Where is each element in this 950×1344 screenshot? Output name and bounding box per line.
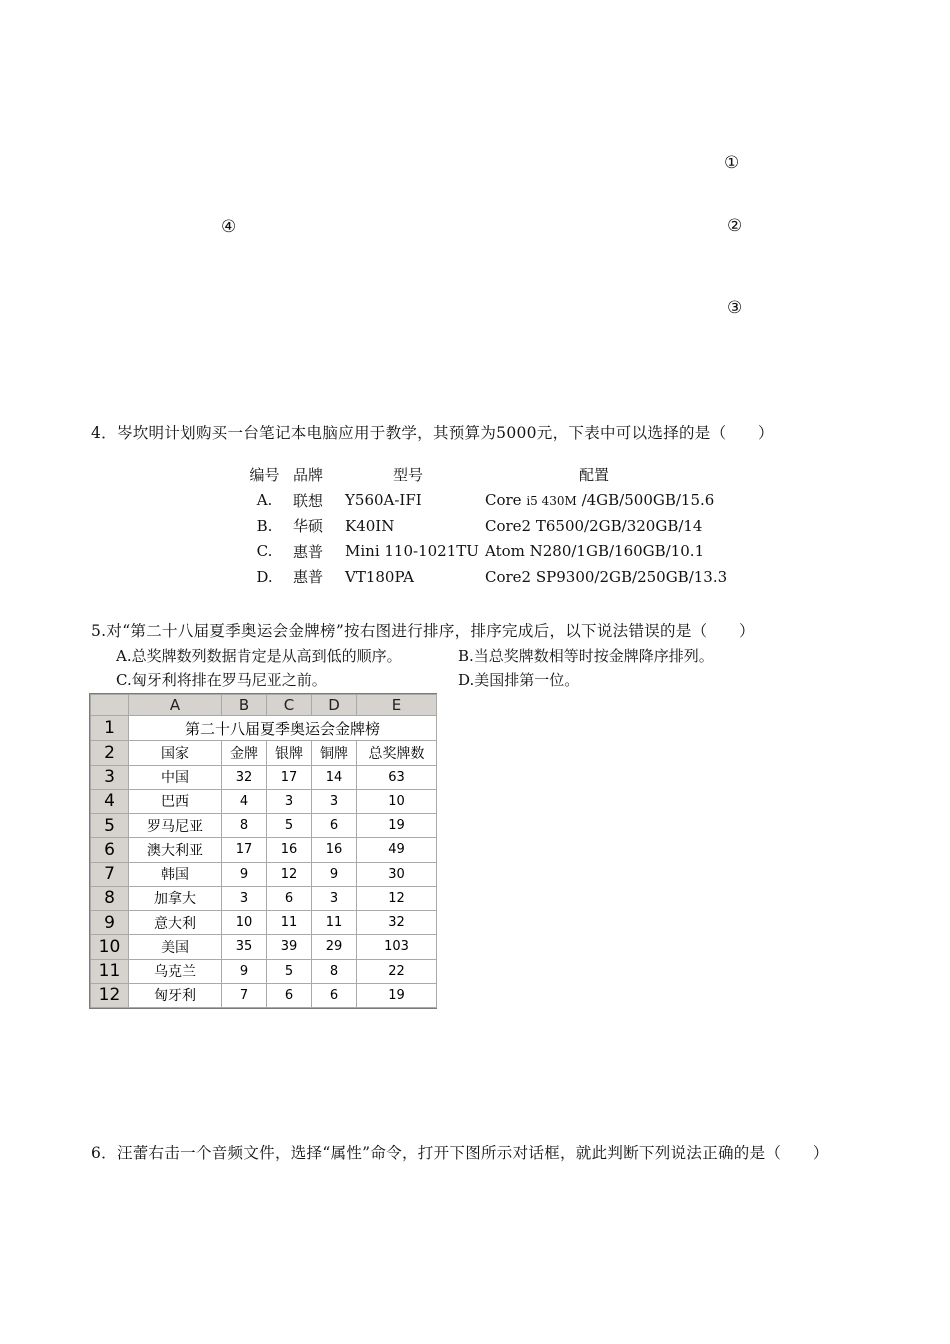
- silver-cell: 16: [267, 838, 312, 862]
- row-number: 6: [91, 838, 129, 862]
- bronze-cell: 9: [312, 862, 357, 886]
- bronze-cell: 16: [312, 838, 357, 862]
- corner-cell: [91, 695, 129, 716]
- country-cell: 罗马尼亚: [129, 814, 222, 838]
- medal-spreadsheet: [89, 693, 437, 1009]
- gold-cell: 4: [222, 789, 267, 813]
- option-d: D.美国排第一位。: [458, 671, 580, 689]
- header-brand: 品牌: [293, 466, 324, 485]
- bronze-cell: 3: [312, 789, 357, 813]
- option-b: B.当总奖牌数相等时按金牌降序排列。: [458, 647, 714, 665]
- country-cell: 中国: [129, 765, 222, 789]
- marker-4: ④: [221, 217, 237, 237]
- country-cell: 巴西: [129, 789, 222, 813]
- marker-1: ①: [724, 153, 740, 173]
- row-number: 12: [91, 983, 129, 1007]
- option-a: A.总奖牌数列数据肯定是从高到低的顺序。: [116, 647, 402, 665]
- laptop-row: [236, 513, 727, 539]
- header-model: 型号: [393, 466, 424, 485]
- total-cell: 63: [357, 765, 437, 789]
- sheet-row: [91, 716, 437, 741]
- bronze-cell: 3: [312, 886, 357, 910]
- total-cell: 49: [357, 838, 437, 862]
- row-model: VT180PA: [345, 567, 415, 586]
- row-config-cpu: i5 430M: [526, 494, 577, 509]
- sheet-row: [91, 935, 437, 959]
- gold-cell: 9: [222, 959, 267, 983]
- sheet-row: [91, 765, 437, 789]
- row-number: 10: [91, 935, 129, 959]
- silver-cell: 6: [267, 886, 312, 910]
- total-cell: 32: [357, 911, 437, 935]
- silver-cell: 17: [267, 765, 312, 789]
- row-no: B.: [256, 516, 273, 535]
- total-cell: 10: [357, 789, 437, 813]
- bronze-cell: 29: [312, 935, 357, 959]
- header-cell: 银牌: [267, 741, 312, 765]
- row-number: 9: [91, 911, 129, 935]
- question-5-text: 5.对“第二十八届夏季奥运会金牌榜”按右图进行排序，排序完成后，以下说法错误的是（ ）: [91, 622, 755, 640]
- sheet-row: [91, 862, 437, 886]
- gold-cell: 32: [222, 765, 267, 789]
- row-brand: 联想: [293, 491, 324, 510]
- header-config: 配置: [579, 466, 610, 485]
- marker-3: ③: [727, 298, 743, 318]
- row-config: Core2 SP9300/2GB/250GB/13.3: [485, 567, 728, 586]
- question-6-text: 6．汪蕾右击一个音频文件，选择“属性”命令，打开下图所示对话框，就此判断下列说法正确的是（ ）: [91, 1144, 829, 1162]
- row-model: K40IN: [345, 516, 395, 535]
- header-cell: 金牌: [222, 741, 267, 765]
- country-cell: 匈牙利: [129, 983, 222, 1007]
- column-header: C: [267, 695, 312, 716]
- country-cell: 意大利: [129, 911, 222, 935]
- row-config: [485, 488, 727, 514]
- bronze-cell: 6: [312, 814, 357, 838]
- bronze-cell: 6: [312, 983, 357, 1007]
- total-cell: 22: [357, 959, 437, 983]
- gold-cell: 10: [222, 911, 267, 935]
- column-header: E: [357, 695, 437, 716]
- row-model: Y560A-IFI: [345, 491, 422, 510]
- silver-cell: 12: [267, 862, 312, 886]
- sheet-row: [91, 814, 437, 838]
- row-brand: 华硕: [293, 517, 324, 536]
- silver-cell: 11: [267, 911, 312, 935]
- gold-cell: 7: [222, 983, 267, 1007]
- laptop-row: [236, 488, 727, 514]
- row-number: 2: [91, 741, 129, 765]
- bronze-cell: 14: [312, 765, 357, 789]
- country-cell: 加拿大: [129, 886, 222, 910]
- silver-cell: 3: [267, 789, 312, 813]
- total-cell: 12: [357, 886, 437, 910]
- country-cell: 澳大利亚: [129, 838, 222, 862]
- gold-cell: 17: [222, 838, 267, 862]
- silver-cell: 5: [267, 959, 312, 983]
- row-model: Mini 110-1021TU: [345, 542, 479, 561]
- row-config: Core2 T6500/2GB/320GB/14: [485, 516, 703, 535]
- row-number: 1: [91, 716, 129, 741]
- sheet-row: [91, 983, 437, 1007]
- sheet-row: [91, 789, 437, 813]
- row-config-rest: /4GB/500GB/15.6: [576, 491, 715, 510]
- bronze-cell: 8: [312, 959, 357, 983]
- question-4-text: 4．岑坎明计划购买一台笔记本电脑应用于教学，其预算为5000元，下表中可以选择的是（ ）: [91, 424, 774, 442]
- row-number: 5: [91, 814, 129, 838]
- column-header: D: [312, 695, 357, 716]
- laptop-row: [236, 564, 727, 590]
- row-number: 3: [91, 765, 129, 789]
- column-header: B: [222, 695, 267, 716]
- column-header: A: [129, 695, 222, 716]
- header-no: 编号: [249, 466, 280, 485]
- row-number: 11: [91, 959, 129, 983]
- header-cell: 国家: [129, 741, 222, 765]
- bronze-cell: 11: [312, 911, 357, 935]
- row-number: 7: [91, 862, 129, 886]
- country-cell: 美国: [129, 935, 222, 959]
- row-no: A.: [256, 491, 273, 510]
- option-c: C.匈牙利将排在罗马尼亚之前。: [116, 671, 327, 689]
- header-cell: 总奖牌数: [357, 741, 437, 765]
- gold-cell: 3: [222, 886, 267, 910]
- laptop-table: [236, 462, 727, 590]
- gold-cell: 9: [222, 862, 267, 886]
- header-cell: 铜牌: [312, 741, 357, 765]
- sheet-row: [91, 886, 437, 910]
- country-cell: 乌克兰: [129, 959, 222, 983]
- row-no: D.: [256, 567, 273, 586]
- sheet-row: [91, 959, 437, 983]
- total-cell: 30: [357, 862, 437, 886]
- laptop-table-header: [236, 462, 727, 488]
- column-header-row: [91, 695, 437, 716]
- sheet-row: [91, 911, 437, 935]
- gold-cell: 35: [222, 935, 267, 959]
- row-number: 4: [91, 789, 129, 813]
- row-brand: 惠普: [293, 568, 324, 587]
- row-brand: 惠普: [293, 542, 324, 561]
- silver-cell: 6: [267, 983, 312, 1007]
- row-no: C.: [256, 542, 273, 561]
- total-cell: 103: [357, 935, 437, 959]
- country-cell: 韩国: [129, 862, 222, 886]
- total-cell: 19: [357, 814, 437, 838]
- sheet-row: [91, 741, 437, 765]
- sheet-row: [91, 838, 437, 862]
- total-cell: 19: [357, 983, 437, 1007]
- row-config-prefix: Core: [485, 491, 527, 510]
- silver-cell: 5: [267, 814, 312, 838]
- row-number: 8: [91, 886, 129, 910]
- sheet-title: 第二十八届夏季奥运会金牌榜: [129, 716, 437, 741]
- laptop-row: [236, 539, 727, 565]
- marker-2: ②: [727, 216, 743, 236]
- gold-cell: 8: [222, 814, 267, 838]
- row-config: Atom N280/1GB/160GB/10.1: [485, 542, 705, 561]
- silver-cell: 39: [267, 935, 312, 959]
